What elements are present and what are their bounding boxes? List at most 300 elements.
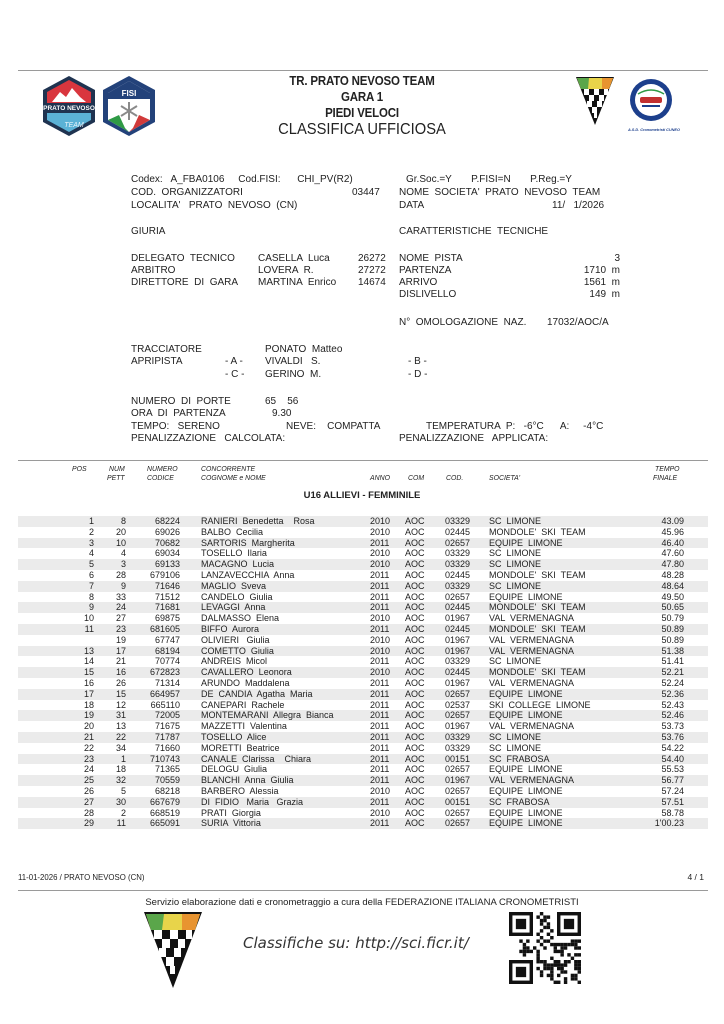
cell-anno: 2011 <box>370 699 390 710</box>
table-row <box>18 721 708 732</box>
qr-code-icon <box>509 912 583 984</box>
top-rule <box>18 70 708 71</box>
table-row <box>18 516 708 527</box>
cell-tempo: 52.21 <box>661 667 684 678</box>
cell-pett: 21 <box>115 656 126 667</box>
tecnica-label: ARRIVO <box>399 277 438 288</box>
cell-nome: TOSELLO Ilaria <box>201 548 267 559</box>
cell-cod-societa: 02445 <box>445 667 471 678</box>
cell-nome: CAVALLERO Leonora <box>201 667 292 678</box>
apripista-name: VIVALDI S. <box>265 356 321 367</box>
cell-pett: 34 <box>115 742 126 753</box>
cell-anno: 2010 <box>370 785 391 796</box>
cell-pett: 1 <box>120 753 126 764</box>
cell-nome: TOSELLO Alice <box>201 731 267 742</box>
cell-societa: EQUIPE LIMONE <box>489 537 563 548</box>
numero-porte-value: 65 56 <box>265 396 299 407</box>
tecnica-label: NOME PISTA <box>399 253 463 264</box>
cell-pos: 21 <box>83 731 94 742</box>
cell-cod-societa: 03329 <box>445 516 471 526</box>
omologazione-label: N° OMOLOGAZIONE NAZ. <box>399 317 527 328</box>
giuria-name: CASELLA Luca <box>258 253 330 264</box>
cell-com: AOC <box>405 796 425 807</box>
giuria-role: DELEGATO TECNICO <box>131 253 235 264</box>
cell-societa: EQUIPE LIMONE <box>489 818 563 829</box>
cell-cod-societa: 02657 <box>445 785 471 796</box>
cell-com: AOC <box>405 742 425 753</box>
cell-anno: 2011 <box>370 721 390 732</box>
cell-tempo: 58.78 <box>661 807 684 818</box>
cell-codice: 70559 <box>154 775 180 786</box>
cell-anno: 2011 <box>370 753 390 764</box>
table-row <box>18 689 708 700</box>
cell-pos: 1 <box>88 516 94 526</box>
apripista-slot: - D - <box>408 369 428 380</box>
cell-anno: 2011 <box>370 796 390 807</box>
cell-pett: 23 <box>115 623 126 634</box>
cell-pett: 4 <box>120 548 126 559</box>
apripista-slot: - B - <box>408 356 427 367</box>
cell-pett: 18 <box>115 764 126 775</box>
cell-codice: 710743 <box>149 753 180 764</box>
tecnica-value: 1561 m <box>583 277 620 288</box>
cell-nome: SARTORIS Margherita <box>201 537 295 548</box>
cell-societa: SC FRABOSA <box>489 796 550 807</box>
col-header-com: COM <box>408 473 425 482</box>
cell-tempo: 48.64 <box>661 580 684 591</box>
cell-com: AOC <box>405 807 425 818</box>
cell-anno: 2010 <box>370 559 391 570</box>
cell-codice: 667679 <box>149 796 180 807</box>
cell-tempo: 56.77 <box>661 775 684 786</box>
giuria-code: 14674 <box>358 277 386 288</box>
cell-tempo: 47.80 <box>661 559 684 570</box>
cell-pos: 15 <box>83 667 94 678</box>
cell-anno: 2011 <box>370 731 390 742</box>
nome-societa: NOME SOCIETA' PRATO NEVOSO TEAM <box>399 187 601 198</box>
cell-tempo: 45.96 <box>661 526 684 537</box>
cell-com: AOC <box>405 602 425 613</box>
cell-codice: 668519 <box>149 807 180 818</box>
cell-anno: 2010 <box>370 807 391 818</box>
apripista-slot: - C - <box>225 369 245 380</box>
cell-societa: VAL VERMENAGNA <box>489 721 575 732</box>
cell-pos: 20 <box>83 721 94 732</box>
cell-anno: 2011 <box>370 569 390 580</box>
prato-nevoso-logo <box>40 75 98 137</box>
table-row <box>18 581 708 592</box>
cell-cod-societa: 03329 <box>445 742 471 753</box>
tecnica-label: DISLIVELLO <box>399 289 457 300</box>
cell-tempo: 52.43 <box>661 699 684 710</box>
cell-pos: 10 <box>83 613 94 624</box>
category-title: U16 ALLIEVI - FEMMINILE <box>303 490 421 501</box>
cell-cod-societa: 00151 <box>445 753 471 764</box>
cell-societa: MONDOLE' SKI TEAM <box>489 623 586 634</box>
cell-societa: SC LIMONE <box>489 742 542 753</box>
giuria-name: LOVERA R. <box>258 265 314 276</box>
cell-pett: 20 <box>115 526 126 537</box>
cell-com: AOC <box>405 645 425 656</box>
cell-nome: ARUNDO Maddalena <box>201 677 290 688</box>
cell-com: AOC <box>405 677 425 688</box>
cell-societa: EQUIPE LIMONE <box>489 807 563 818</box>
cell-codice: 681605 <box>149 623 180 634</box>
cell-codice: 71787 <box>154 731 180 742</box>
cell-nome: LANZAVECCHIA Anna <box>201 569 295 580</box>
table-row <box>18 602 708 613</box>
penalizzazione-applicata: PENALIZZAZIONE APPLICATA: <box>399 433 549 444</box>
cronometristi-caption: A.S.D. Cronometristi CUNEO <box>628 128 680 132</box>
cell-codice: 672823 <box>149 667 180 678</box>
cell-pett: 31 <box>115 710 126 721</box>
cell-anno: 2011 <box>370 677 390 688</box>
cell-societa: SC LIMONE <box>489 548 542 559</box>
cell-pos: 25 <box>83 775 94 786</box>
svg-text:TEAM: TEAM <box>64 122 84 129</box>
cell-nome: BIFFO Aurora <box>201 623 260 634</box>
col-header-anno: ANNO <box>370 473 390 482</box>
table-row <box>18 754 708 765</box>
temperatura: TEMPERATURA P: -6°C A: -4°C <box>426 421 604 432</box>
table-row <box>18 775 708 786</box>
table-row <box>18 592 708 603</box>
flags-line: Gr.Soc.=Y P.FISI=N P.Reg.=Y <box>406 174 572 185</box>
tecnica-label: PARTENZA <box>399 265 452 276</box>
cell-codice: 71314 <box>154 677 180 688</box>
race-name: GARA 1 <box>341 90 383 104</box>
table-row <box>18 538 708 549</box>
cell-anno: 2011 <box>370 818 390 829</box>
cell-pos: 2 <box>88 526 94 537</box>
cell-pos: 8 <box>88 591 94 602</box>
cell-codice: 68218 <box>154 785 180 796</box>
cell-societa: VAL VERMENAGNA <box>489 677 575 688</box>
cell-tempo: 50.79 <box>661 613 684 624</box>
cell-tempo: 49.50 <box>661 591 684 602</box>
cell-cod-societa: 01967 <box>445 645 471 656</box>
cell-codice: 70682 <box>154 537 180 548</box>
col-header-numero: NUMERO <box>147 464 178 473</box>
cell-com: AOC <box>405 591 425 602</box>
cod-organizzatori-label: COD. ORGANIZZATORI <box>131 187 243 198</box>
cell-cod-societa: 02657 <box>445 818 471 829</box>
cell-pett: 19 <box>115 634 126 645</box>
cell-cod-societa: 02657 <box>445 688 471 699</box>
cell-pett: 16 <box>115 667 126 678</box>
cell-nome: CANALE Clarissa Chiara <box>201 753 312 764</box>
cell-pett: 13 <box>115 721 126 732</box>
apripista-name: GERINO M. <box>265 369 322 380</box>
tecnica-value: 3 <box>614 253 620 264</box>
cell-cod-societa: 00151 <box>445 796 471 807</box>
table-header-rule <box>18 460 708 461</box>
cell-societa: VAL VERMENAGNA <box>489 645 575 656</box>
col-header-pett: PETT <box>107 473 125 482</box>
title-block <box>200 73 524 139</box>
cell-societa: SC LIMONE <box>489 580 542 591</box>
cell-anno: 2011 <box>370 656 390 667</box>
cell-pett: 30 <box>115 796 126 807</box>
cell-nome: PRATI Giorgia <box>201 807 261 818</box>
cell-pos: 19 <box>83 710 94 721</box>
footer-rule <box>18 890 708 891</box>
cell-cod-societa: 01967 <box>445 775 471 786</box>
cell-cod-societa: 02657 <box>445 710 471 721</box>
table-row <box>18 732 708 743</box>
cell-societa: EQUIPE LIMONE <box>489 688 563 699</box>
omologazione-value: 17032/AOC/A <box>547 317 609 328</box>
cell-pos: 14 <box>83 656 94 667</box>
cell-pett: 2 <box>120 807 126 818</box>
cell-codice: 69026 <box>154 526 180 537</box>
cell-pett: 33 <box>115 591 126 602</box>
cell-cod-societa: 01967 <box>445 677 471 688</box>
cell-codice: 69875 <box>154 613 180 624</box>
classifiche-link[interactable]: Classifiche su: http://sci.ficr.it/ <box>243 934 469 952</box>
cell-anno: 2011 <box>370 742 390 753</box>
fisi-logo <box>101 75 157 137</box>
col-header-concorrente: CONCORRENTE <box>201 464 256 473</box>
cell-nome: COMETTO Giulia <box>201 645 274 656</box>
col-header-cognome-nome: COGNOME e NOME <box>201 473 266 482</box>
col-header-societa: SOCIETA' <box>489 473 521 482</box>
cell-pett: 26 <box>115 677 126 688</box>
cell-pos: 5 <box>88 559 94 570</box>
cell-societa: SC FRABOSA <box>489 753 550 764</box>
cell-societa: EQUIPE LIMONE <box>489 785 563 796</box>
col-header-codice: CODICE <box>147 473 174 482</box>
localita: LOCALITA' PRATO NEVOSO (CN) <box>131 200 298 211</box>
cell-pos: 24 <box>83 764 94 775</box>
cell-cod-societa: 01967 <box>445 721 471 732</box>
col-header-tempo: TEMPO <box>655 464 680 473</box>
apripista-label: APRIPISTA <box>131 356 183 367</box>
cell-pett: 11 <box>116 818 126 829</box>
cell-pos: 13 <box>83 645 94 656</box>
cell-cod-societa: 03329 <box>445 656 471 667</box>
cell-pett: 5 <box>120 785 126 796</box>
cell-tempo: 52.36 <box>661 688 684 699</box>
cell-com: AOC <box>405 580 425 591</box>
tempo-meteo: TEMPO: SERENO <box>131 421 220 432</box>
caratteristiche-label: CARATTERISTICHE TECNICHE <box>399 226 549 237</box>
cell-pos: 6 <box>88 569 94 580</box>
cell-nome: MAZZETTI Valentina <box>201 721 287 732</box>
cell-anno: 2011 <box>370 775 390 786</box>
col-header-cod: COD. <box>446 473 464 482</box>
page-number: 4 / 1 <box>687 872 704 882</box>
cell-nome: LEVAGGI Anna <box>201 602 266 613</box>
cell-com: AOC <box>405 688 425 699</box>
cell-tempo: 50.89 <box>661 623 684 634</box>
cell-cod-societa: 02657 <box>445 807 471 818</box>
table-row <box>18 764 708 775</box>
cell-com: AOC <box>405 699 425 710</box>
cell-nome: MORETTI Beatrice <box>201 742 280 753</box>
cell-codice: 71675 <box>154 721 180 732</box>
cell-anno: 2010 <box>370 613 391 624</box>
cell-societa: SC LIMONE <box>489 516 542 526</box>
cell-pett: 27 <box>115 613 126 624</box>
table-row <box>18 818 708 829</box>
cell-codice: 68224 <box>154 516 180 526</box>
cell-codice: 71681 <box>154 602 180 613</box>
cell-tempo: 54.22 <box>661 742 684 753</box>
data-label: DATA <box>399 200 425 211</box>
giuria-code: 26272 <box>358 253 386 264</box>
cell-tempo: 53.73 <box>661 721 684 732</box>
cell-cod-societa: 02445 <box>445 569 471 580</box>
cell-codice: 71646 <box>154 580 180 591</box>
table-row <box>18 786 708 797</box>
cell-codice: 71660 <box>154 742 180 753</box>
cronometristi-cuneo-logo <box>628 78 680 132</box>
cell-com: AOC <box>405 623 425 634</box>
cell-com: AOC <box>405 764 425 775</box>
cell-com: AOC <box>405 613 425 624</box>
cell-pett: 15 <box>115 688 126 699</box>
cell-anno: 2011 <box>370 591 390 602</box>
cell-pett: 22 <box>115 731 126 742</box>
cell-cod-societa: 03329 <box>445 559 471 570</box>
cell-pos: 4 <box>88 548 94 559</box>
col-header-num: NUM <box>109 464 125 473</box>
cell-com: AOC <box>405 516 425 526</box>
cell-nome: MAGLIO Sveva <box>201 580 267 591</box>
cell-societa: SC LIMONE <box>489 559 542 570</box>
cell-codice: 71365 <box>154 764 180 775</box>
giuria-name: MARTINA Enrico <box>258 277 337 288</box>
table-row <box>18 656 708 667</box>
cell-com: AOC <box>405 526 425 537</box>
race-subtitle: PIEDI VELOCI <box>325 106 399 120</box>
cell-cod-societa: 03329 <box>445 548 471 559</box>
cell-com: AOC <box>405 710 425 721</box>
cell-anno: 2011 <box>370 580 390 591</box>
cell-pos: 22 <box>83 742 94 753</box>
cell-nome: CANEPARI Rachele <box>201 699 285 710</box>
cell-com: AOC <box>405 731 425 742</box>
cell-pett: 17 <box>115 645 126 656</box>
cell-tempo: 57.51 <box>661 796 684 807</box>
cell-cod-societa: 02537 <box>445 699 471 710</box>
cell-anno: 2010 <box>370 516 391 526</box>
results-table <box>18 516 708 829</box>
cell-societa: EQUIPE LIMONE <box>489 591 563 602</box>
cell-cod-societa: 02445 <box>445 526 471 537</box>
cell-com: AOC <box>405 818 425 829</box>
cell-anno: 2011 <box>370 602 390 613</box>
apripista-slot: - A - <box>225 356 243 367</box>
cell-codice: 665110 <box>150 699 180 710</box>
cell-cod-societa: 03329 <box>445 731 471 742</box>
cell-pos: 3 <box>88 537 94 548</box>
cell-anno: 2011 <box>370 537 390 548</box>
cell-pos: 9 <box>88 602 94 613</box>
cell-societa: EQUIPE LIMONE <box>489 710 563 721</box>
ficr-logo <box>576 77 614 125</box>
cell-societa: VAL VERMENAGNA <box>489 775 575 786</box>
cell-tempo: 53.76 <box>661 731 684 742</box>
cell-pett: 8 <box>120 516 126 526</box>
table-row <box>18 808 708 819</box>
cell-cod-societa: 02657 <box>445 591 471 602</box>
cell-nome: ANDREIS Micol <box>201 656 268 667</box>
giuria-role: DIRETTORE DI GARA <box>131 277 239 288</box>
cell-pett: 28 <box>115 569 126 580</box>
cell-societa: MONDOLE' SKI TEAM <box>489 667 586 678</box>
cell-nome: MONTEMARANI Allegra Bianca <box>201 710 334 721</box>
table-row <box>18 678 708 689</box>
table-row <box>18 548 708 559</box>
cell-pett: 12 <box>115 699 126 710</box>
cell-cod-societa: 03329 <box>445 580 471 591</box>
penalizzazione-calcolata: PENALIZZAZIONE CALCOLATA: <box>131 433 286 444</box>
table-row <box>18 624 708 635</box>
table-row <box>18 797 708 808</box>
cell-pos: 28 <box>83 807 94 818</box>
cell-societa: MONDOLE' SKI TEAM <box>489 602 586 613</box>
svg-text:PRATO NEVOSO: PRATO NEVOSO <box>43 105 95 112</box>
cell-nome: SURIA Vittoria <box>201 818 261 829</box>
cell-pos: 16 <box>83 677 94 688</box>
cell-anno: 2011 <box>370 764 390 775</box>
cell-nome: BARBERO Alessia <box>201 785 279 796</box>
cell-codice: 67747 <box>154 634 180 645</box>
cell-pos: 11 <box>84 623 94 634</box>
cell-tempo: 43.09 <box>661 516 684 526</box>
cell-tempo: 1'00.23 <box>654 818 684 829</box>
table-row <box>18 527 708 538</box>
cell-pos: 29 <box>83 818 94 829</box>
table-row <box>18 710 708 721</box>
tracciatore-value: PONATO Matteo <box>265 344 343 355</box>
table-row <box>18 646 708 657</box>
cell-pett: 32 <box>115 775 126 786</box>
cell-anno: 2010 <box>370 645 391 656</box>
cell-tempo: 48.28 <box>661 569 684 580</box>
cell-cod-societa: 02657 <box>445 764 471 775</box>
data-value: 11/ 1/2026 <box>552 200 605 211</box>
cell-pos: 27 <box>83 796 94 807</box>
cell-codice: 71512 <box>154 591 180 602</box>
cell-codice: 665091 <box>149 818 180 829</box>
cell-codice: 679106 <box>149 569 180 580</box>
cell-societa: MONDOLE' SKI TEAM <box>489 526 586 537</box>
giuria-label: GIURIA <box>131 226 166 237</box>
cell-anno: 2010 <box>370 667 391 678</box>
cell-cod-societa: 02445 <box>445 623 471 634</box>
neve: NEVE: COMPATTA <box>286 421 381 432</box>
codex-line: Codex: A_FBA0106 Cod.FISI: CHI_PV(R2) <box>131 174 353 185</box>
cell-nome: RANIERI Benedetta Rosa <box>201 516 315 526</box>
cell-tempo: 54.40 <box>661 753 684 764</box>
cell-com: AOC <box>405 753 425 764</box>
cell-com: AOC <box>405 559 425 570</box>
numero-porte-label: NUMERO DI PORTE <box>131 396 231 407</box>
cell-pos: 23 <box>83 753 94 764</box>
table-row <box>18 613 708 624</box>
cell-nome: BALBO Cecilia <box>201 526 264 537</box>
cell-societa: EQUIPE LIMONE <box>489 764 563 775</box>
cell-anno: 2010 <box>370 548 391 559</box>
footer-date-place: 11-01-2026 / PRATO NEVOSO (CN) <box>18 872 145 882</box>
cell-pos: 17 <box>83 688 94 699</box>
cell-codice: 69034 <box>154 548 180 559</box>
cell-tempo: 55.53 <box>661 764 684 775</box>
cell-pett: 24 <box>115 602 126 613</box>
